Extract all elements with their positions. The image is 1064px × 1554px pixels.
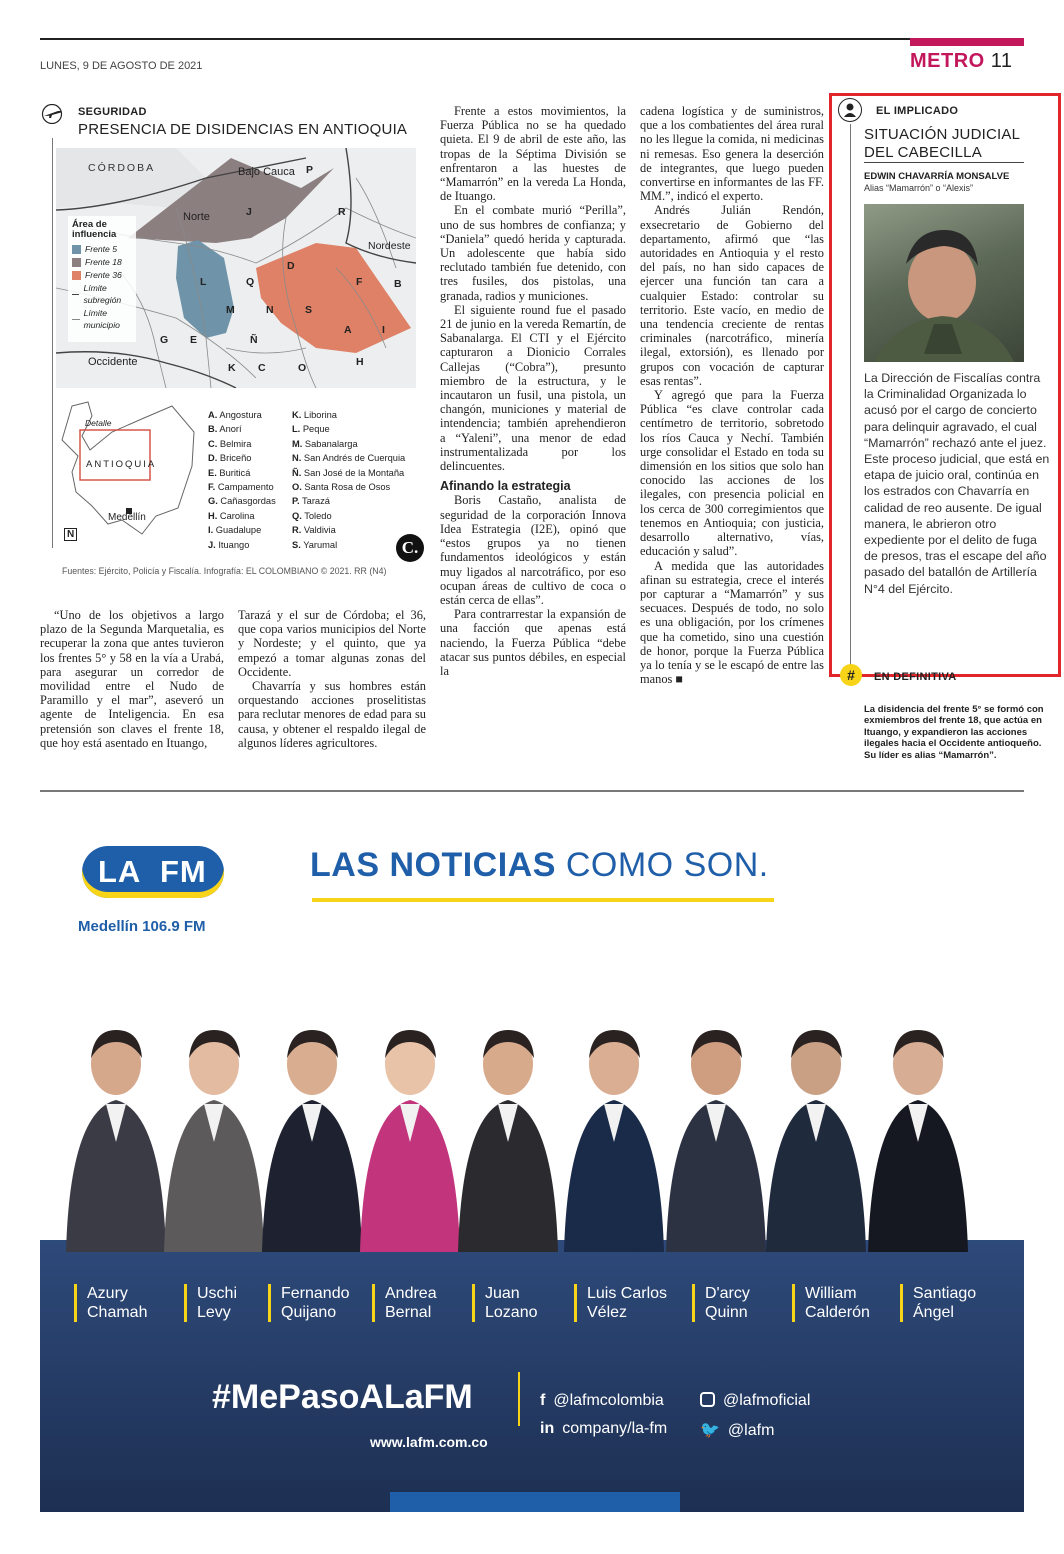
- facebook-icon: f: [540, 1392, 546, 1409]
- legend-item: [72, 256, 136, 268]
- municipality-key: I.: [208, 525, 214, 536]
- municipality-item: [292, 437, 426, 451]
- map-letter: N: [266, 304, 274, 316]
- municipality-item: [208, 509, 290, 523]
- ad-slogan: [310, 846, 769, 885]
- municipality-item: [208, 451, 290, 465]
- municipality-key: Q.: [292, 510, 302, 521]
- hashtag-icon: #: [840, 664, 862, 686]
- legend-swatch: [72, 245, 81, 254]
- linkedin-handle: [540, 1420, 667, 1438]
- municipality-item: [292, 466, 426, 480]
- municipality-item: [292, 451, 426, 465]
- paragraph: Tarazá y el sur de Córdoba; el 36, que copa varios municipios del Norte y Nordeste; y el quinto, que ya empezó a tomar algunas zonas del Occidente.: [238, 608, 426, 679]
- legend-swatch: [72, 258, 81, 267]
- municipality-item: [292, 509, 426, 523]
- map-letter: Ñ: [250, 334, 258, 346]
- presenter-first-name: Uschi: [197, 1285, 238, 1302]
- sidebar-text: La Dirección de Fiscalías contra la Criminalidad Organizada lo acusó por el cargo de concierto para delinquir agravado, el cual “Mamarrón” rechazó ante el juez. Este proceso judicial, que está en etapa de juicio oral, continúa en los estrados con Chavarría en calidad de reo ausente. De igual manera, le abrieron otro expediente por el delito de fuga de presos, tras el escape del año pasado del batallón de Artillería N°4 del Ejército.: [864, 371, 1050, 596]
- municipality-name: Peque: [300, 424, 330, 435]
- municipality-name: Cañasgordas: [217, 496, 276, 507]
- presenter-first-name: Azury: [87, 1285, 128, 1302]
- ad-separator: [40, 790, 1024, 792]
- municipality-name: San José de la Montaña: [301, 467, 405, 478]
- infographic-kicker: SEGURIDAD: [78, 106, 147, 118]
- municipality-name: Angostura: [217, 410, 262, 420]
- map-letter: F: [356, 276, 363, 288]
- presenter-first-name: Luis Carlos: [587, 1285, 668, 1302]
- presenter-last-name: Bernal: [385, 1304, 432, 1321]
- presenter-last-name: Calderón: [805, 1304, 870, 1321]
- map-label-bajo-cauca: Bajo Cauca: [238, 166, 295, 178]
- municipality-name: Guadalupe: [213, 525, 262, 536]
- presenter-last-name: Ángel: [913, 1304, 954, 1321]
- municipality-item: [208, 437, 290, 451]
- map-label-nordeste: Nordeste: [368, 240, 411, 252]
- definitiva-text: La disidencia del frente 5° se formó con exmiembros del frente 18, que actúa en Ituango, y expandieron las acciones ilegales hacia el Occidente antioqueño. Su líder es alias “Mamarrón”.: [864, 704, 1044, 761]
- inset-antioquia: ANTIOQUIA: [86, 459, 157, 470]
- linkedin-text: company/la-fm: [562, 1420, 668, 1437]
- map-letter: Q: [246, 276, 255, 288]
- infographic-source: Fuentes: Ejército, Policía y Fiscalía. Infografía: EL COLOMBIANO © 2021. RR (N4): [62, 566, 387, 576]
- map-letter: E: [190, 334, 198, 346]
- sidebar-title: SITUACIÓN JUDICIAL DEL CABECILLA: [864, 126, 1020, 161]
- presenter-figure: [864, 992, 972, 1252]
- presenter-name: [792, 1284, 870, 1322]
- infographic-title: PRESENCIA DE DISIDENCIAS EN ANTIOQUIA: [78, 121, 408, 138]
- slogan-bold: LAS NOTICIAS: [310, 846, 556, 884]
- municipality-name: San Andrés de Cuerquia: [301, 453, 406, 464]
- ad-divider: [518, 1372, 520, 1426]
- page-date: LUNES, 9 DE AGOSTO DE 2021: [40, 60, 203, 72]
- ad-hashtag: #MePasoALaFM: [212, 1378, 473, 1416]
- map-letter: M: [226, 304, 235, 316]
- person-alias: Alias “Mamarrón” o “Alexis”: [864, 183, 974, 193]
- north-arrow-icon: N: [64, 528, 77, 541]
- presenter-name: [268, 1284, 350, 1322]
- rifle-icon: [40, 104, 66, 124]
- inset-detalle: Detalle: [85, 418, 112, 428]
- municipality-item: [292, 408, 426, 422]
- article-column-3: [440, 104, 626, 678]
- municipality-item: [208, 408, 290, 422]
- presenter-name: [184, 1284, 237, 1322]
- municipality-item: [208, 422, 290, 436]
- presenter-figure: [560, 992, 668, 1252]
- ad-bottom-band: [40, 1240, 1024, 1512]
- presenter-last-name: Quijano: [281, 1304, 337, 1321]
- slogan-underline: [312, 898, 774, 902]
- article-column-4: [640, 104, 824, 686]
- presenter-figure: [160, 992, 268, 1252]
- presenter-figure: [62, 992, 170, 1252]
- presenter-last-name: Vélez: [587, 1304, 628, 1321]
- municipality-name: Sabanalarga: [302, 438, 358, 449]
- presenter-figure: [662, 992, 770, 1252]
- instagram-text: @lafmoficial: [723, 1392, 811, 1409]
- municipality-list-a: [208, 408, 290, 552]
- infographic: [40, 98, 426, 582]
- presenter-name: [692, 1284, 750, 1322]
- legend-label: Límite subregión: [83, 283, 122, 305]
- paragraph: Andrés Julián Rendón, exsecretario de Gobierno del departamento, afirmó que “las autoridades en Antioquia y el resto del país, no han sido capaces de ejercer una función tan cara a cualquier Estado: controlar su territorio. Este vacío, en medio de una tendencia creciente de rentas criminales (narcotráfico, minería ilegal, extorsión), es llenado por grupos con vocación de capturar esas rentas”.: [640, 203, 824, 388]
- municipality-key: G.: [208, 496, 218, 507]
- municipality-key: Ñ.: [292, 467, 302, 478]
- presenters-group: [40, 980, 1024, 1252]
- municipality-key: H.: [208, 510, 218, 521]
- map-letter: B: [394, 278, 402, 290]
- paragraph: “Uno de los objetivos a largo plazo de la Segunda Marquetalia, es recuperar la zona que antes tuvieron los frentes 5° y 58 en la vía a Urabá, para asegurar un corredor de movilidad entre el Nudo de Paramillo y el mar”, aseveró un agente de Inteligencia. En esa pretensión son claves el frente 18, que hoy está asentado en Ituango,: [40, 608, 224, 750]
- facebook-handle: [540, 1392, 664, 1410]
- paragraph: En el combate murió “Perilla”, uno de sus hombres de confianza; y “Daniela” quedó herida y capturada. Un adolescente que había sido reclutado también fue detenido, con tres fusiles, dos pistolas, una granada, radios y municiones.: [440, 203, 626, 303]
- sidebar-kicker: EL IMPLICADO: [876, 105, 959, 117]
- municipality-key: S.: [292, 539, 301, 550]
- municipality-item: [208, 480, 290, 494]
- inset-map-svg: [52, 396, 202, 550]
- municipality-key: R.: [292, 525, 302, 536]
- legend-label: Límite municipio: [83, 308, 120, 330]
- linkedin-icon: in: [540, 1420, 555, 1437]
- municipality-key: M.: [292, 438, 303, 449]
- presenter-figure: [258, 992, 366, 1252]
- legend-label: Frente 18: [85, 257, 122, 267]
- lafm-advertisement: [40, 800, 1024, 1512]
- presenter-last-name: Lozano: [485, 1304, 538, 1321]
- presenter-first-name: Santiago: [913, 1285, 977, 1302]
- paragraph: El siguiente round fue el pasado 21 de junio en la vereda Remartín, de Sabanalarga. El CTI y el Ejército capturaron a Dionicio Corrales Callejas (“Cobra”), presunto miembro de la estructura, y le incautaron un fusil, una pistola, un changón, municiones y material de intendencia; también aprehendieron a “Yaleni”, una menor de edad instrumentalizada por los delincuentes.: [440, 302, 626, 474]
- map-legend: [68, 216, 136, 342]
- legend-item: [72, 307, 136, 331]
- map-letter: R: [338, 206, 346, 218]
- municipality-item: [208, 466, 290, 480]
- map-letter: G: [160, 334, 169, 346]
- suspect-photo: [864, 204, 1024, 362]
- presenter-first-name: Andrea: [385, 1285, 437, 1302]
- municipality-name: Tarazá: [299, 496, 330, 507]
- twitter-handle: [700, 1420, 774, 1440]
- legend-items: [68, 240, 136, 331]
- article-column-1: [40, 608, 224, 750]
- municipality-key: C.: [208, 438, 218, 449]
- presenter-first-name: D'arcy: [705, 1285, 750, 1302]
- article-column-2: [238, 608, 426, 750]
- municipality-name: Santa Rosa de Osos: [301, 482, 391, 493]
- legend-item: [72, 243, 136, 255]
- presenter-last-name: Quinn: [705, 1304, 748, 1321]
- section-name: METRO: [910, 50, 985, 72]
- paragraph: cadena logística y de suministros, que a los combatientes del área rural no les llegue la comida, ni medicinas ni remesas. Eso genera la deserción de integrantes, que luego pueden convertirse en informantes de las FF. MM.”, indicó el experto.: [640, 104, 824, 204]
- ad-frequency: Medellín 106.9 FM: [78, 918, 206, 935]
- municipality-name: Buriticá: [216, 467, 251, 478]
- municipality-item: [292, 494, 426, 508]
- map-label-occidente: Occidente: [88, 356, 138, 368]
- map-letter: H: [356, 356, 364, 368]
- title-underline: [864, 162, 1024, 163]
- municipality-key: J.: [208, 539, 216, 550]
- presenter-first-name: Juan: [485, 1285, 520, 1302]
- top-rule: [40, 38, 1024, 40]
- legend-swatch: [72, 271, 81, 280]
- municipality-name: Toledo: [301, 510, 332, 521]
- sidebar-rule: [850, 124, 851, 672]
- municipality-item: [292, 422, 426, 436]
- paragraph: Y agregó que para la Fuerza Pública “es clave controlar cada centímetro de territorio, sobretodo los ríos Cauca y Nechí. También urge consolidar el Estado en toda su dimensión en los sitios que solo han conocido las acciones de los ilegales, con presencia policial en los cerca de 300 corregimientos que tenemos en Antioquia; con justicia, desarrollo alternativo, vías, educación y salud”.: [640, 388, 824, 559]
- ad-bottom-tab: [390, 1492, 680, 1512]
- municipality-key: A.: [208, 410, 218, 420]
- presenter-name: [472, 1284, 538, 1322]
- logo-la: LA: [98, 854, 142, 889]
- map-letter: D: [287, 260, 295, 272]
- presenter-name: [74, 1284, 147, 1322]
- municipality-key: K.: [292, 410, 302, 420]
- subhead: Afinando la estrategia: [440, 479, 571, 494]
- presenter-name: [574, 1284, 667, 1322]
- paragraph: A medida que las autoridades afinan su estrategia, crece el interés por capturar a “Mamarrón” y sus secuaces. Después de todo, no solo es una obligación, por los crímenes que ha cometido, sino una cuestión de honor, porque la Fuerza Pública ya lo tenía y se le escapó de entre las manos ■: [640, 558, 824, 687]
- presenter-name: [900, 1284, 976, 1322]
- map-label-cordoba: CÓRDOBA: [88, 162, 156, 174]
- municipality-key: F.: [208, 482, 216, 493]
- presenter-figure: [356, 992, 464, 1252]
- twitter-icon: 🐦: [700, 1422, 720, 1439]
- map-letter: A: [344, 324, 352, 336]
- municipality-name: Valdivia: [301, 525, 336, 536]
- page-number: 11: [990, 50, 1013, 72]
- person-name: EDWIN CHAVARRÍA MONSALVE: [864, 171, 1010, 182]
- paragraph: Boris Castaño, analista de seguridad de la corporación Innova Idea Estrategia (I2E), opinó que “estos grupos ya no tienen fundamentos ideológicos y están muy ligados al narcotráfico, por eso ocupan áreas de cultivo de coca o están cerca de ellas”.: [440, 493, 626, 607]
- municipality-item: [292, 480, 426, 494]
- municipality-name: Anorí: [217, 424, 242, 435]
- col3-paragraphs: [440, 104, 626, 473]
- facebook-text: @lafmcolombia: [553, 1392, 664, 1409]
- twitter-text: @lafm: [727, 1422, 775, 1439]
- presenter-first-name: Fernando: [281, 1285, 350, 1302]
- map-label-norte: Norte: [183, 211, 210, 223]
- municipality-name: Liborina: [301, 410, 337, 420]
- paragraph: Para contrarrestar la expansión de una facción que apenas está naciendo, la Fuerza Pública “debe atacar sus puntos débiles, en especial la: [440, 607, 626, 678]
- instagram-handle: [700, 1392, 810, 1410]
- inset-medellin: Medellín: [108, 512, 146, 523]
- logo-fm: FM: [160, 854, 207, 889]
- presenter-name: [372, 1284, 437, 1322]
- paragraph: Chavarría y sus hombres están orquestando acciones proselitistas para reclutar menores de edad para su causa, y obtener el respaldo ilegal de algunos líderes agricultores.: [238, 679, 426, 750]
- presenter-figure: [762, 992, 870, 1252]
- section-color-bar: [910, 38, 1024, 46]
- legend-swatch: [72, 294, 79, 295]
- map-letter: C: [258, 362, 266, 374]
- legend-item: [72, 269, 136, 281]
- municipality-key: O.: [292, 482, 302, 493]
- legend-title: Área de influencia: [72, 219, 117, 240]
- el-colombiano-logo-icon: C.: [396, 534, 424, 562]
- map-letter: O: [298, 362, 307, 374]
- presenter-last-name: Levy: [197, 1304, 231, 1321]
- municipality-list-b: [292, 408, 426, 552]
- municipality-name: Campamento: [215, 482, 274, 493]
- municipality-key: N.: [292, 453, 302, 464]
- municipality-key: E.: [208, 467, 217, 478]
- map-letter: L: [200, 276, 207, 288]
- legend-label: Frente 5: [85, 244, 118, 254]
- person-icon: [838, 98, 862, 122]
- municipality-name: Briceño: [217, 453, 252, 464]
- paragraph: Frente a estos movimientos, la Fuerza Pública no se ha quedado quieta. El 9 de abril de este año, las tropas de la Séptima División se enfrentaron a las huestes de “Mamarrón” en la vereda La Honda, de Ituango.: [440, 104, 626, 204]
- presenter-first-name: William: [805, 1285, 857, 1302]
- municipality-name: Belmira: [217, 438, 252, 449]
- municipality-key: D.: [208, 453, 218, 464]
- municipality-name: Carolina: [217, 510, 255, 521]
- slogan-rest: COMO SON.: [555, 846, 769, 884]
- map-letter: J: [246, 206, 252, 218]
- legend-item: [72, 282, 136, 306]
- legend-swatch: [72, 319, 80, 320]
- municipality-key: B.: [208, 424, 218, 435]
- municipality-key: P.: [292, 496, 300, 507]
- lafm-logo: [82, 846, 224, 898]
- municipality-item: [208, 494, 290, 508]
- definitiva-kicker: EN DEFINITIVA: [874, 671, 957, 683]
- instagram-icon: [700, 1392, 715, 1407]
- municipality-item: [208, 538, 290, 552]
- map-letter: S: [305, 304, 313, 316]
- presenter-last-name: Chamah: [87, 1304, 148, 1321]
- presenter-figure: [454, 992, 562, 1252]
- municipality-name: Ituango: [215, 539, 250, 550]
- municipality-name: Yarumal: [300, 539, 338, 550]
- legend-label: Frente 36: [85, 270, 122, 280]
- col3-paragraphs-2: [440, 493, 626, 678]
- municipality-item: [208, 523, 290, 537]
- map-letter: K: [228, 362, 236, 374]
- map-letter: P: [306, 164, 314, 176]
- inset-map: [52, 396, 202, 550]
- ad-url: www.lafm.com.co: [370, 1434, 488, 1450]
- map-letter: I: [382, 324, 385, 336]
- section-label: [910, 50, 1013, 73]
- municipality-key: L.: [292, 424, 301, 435]
